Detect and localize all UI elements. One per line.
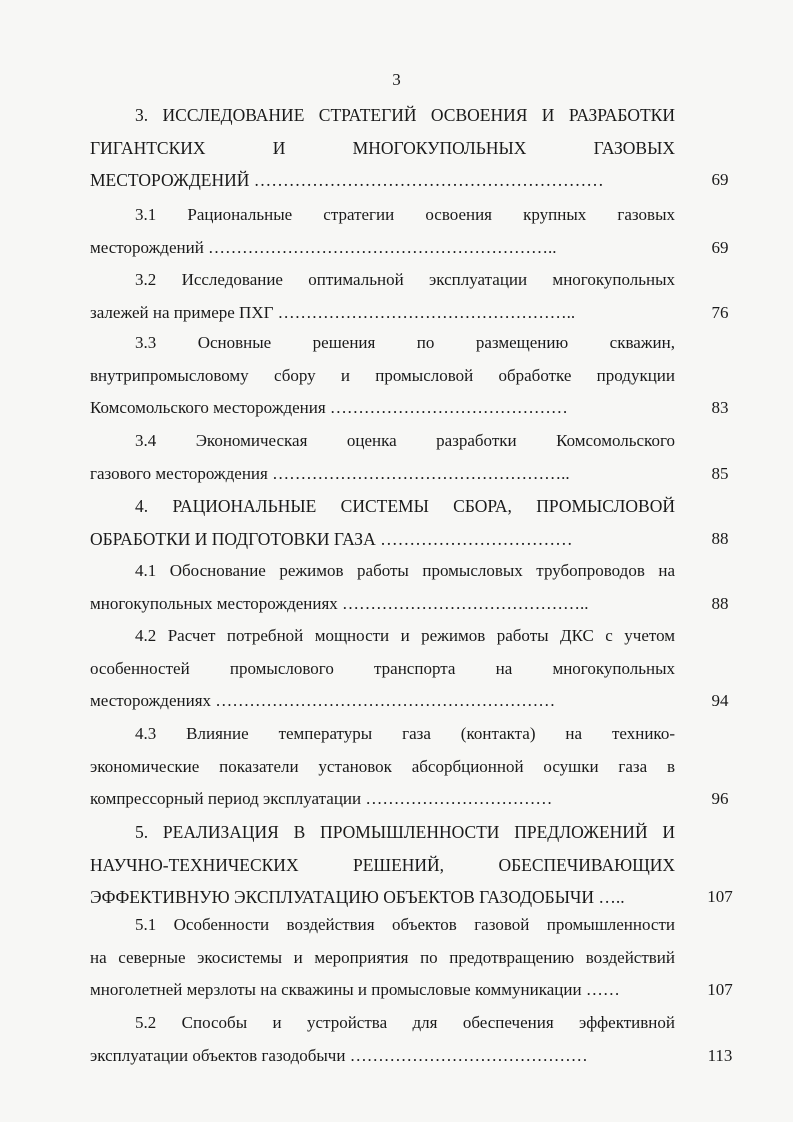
section-4-page-number: 88 xyxy=(711,528,729,548)
subsection-4-2-line: месторождениях …………………………………………………… xyxy=(90,691,556,710)
subsection-3-2-page-number: 76 xyxy=(711,302,729,322)
subsection-3-3-line: внутрипромысловому сбору и промысловой обработке продукции xyxy=(90,365,675,385)
subsection-3-1-line: месторождений …………………………………………………….. xyxy=(90,237,557,257)
subsection-3-2-line: 3.2 Исследование оптимальной эксплуатации многокупольных xyxy=(135,270,675,289)
section-3-line: МЕСТОРОЖДЕНИЙ …………………………………………………… xyxy=(90,170,604,190)
subsection-3-3-line: Комсомольского месторождения …………………………………… xyxy=(90,398,568,417)
section-3-line: ГИГАНТСКИХ И МНОГОКУПОЛЬНЫХ ГАЗОВЫХ xyxy=(90,137,675,158)
subsection-3-1-line: 3.1 Рациональные стратегии освоения крупных газовых xyxy=(135,205,675,224)
subsection-3-4-page-number: 85 xyxy=(711,463,729,483)
subsection-4-1-page-number: 88 xyxy=(711,593,729,613)
subsection-5-2-line: 5.2 Способы и устройства для обеспечения эффективной xyxy=(135,1013,675,1032)
subsection-3-3-line: 3.3 Основные решения по размещению скважин, xyxy=(135,333,675,352)
subsection-5-2-line: эксплуатации объектов газодобычи …………………………………… xyxy=(90,1045,588,1065)
subsection-4-3-line: экономические показатели установок абсорбционной осушки газа в xyxy=(90,756,675,776)
section-3-line: 3. ИССЛЕДОВАНИЕ СТРАТЕГИЙ ОСВОЕНИЯ И РАЗРАБОТКИ xyxy=(135,105,675,125)
subsection-3-4-line: газового месторождения …………………………………………….. xyxy=(90,463,570,483)
subsection-3-2-line: залежей на примере ПХГ …………………………………………….. xyxy=(90,302,576,322)
section-5-page-number: 107 xyxy=(707,887,733,906)
subsection-4-2-line: 4.2 Расчет потребной мощности и режимов работы ДКС с учетом xyxy=(135,626,675,645)
subsection-5-1-line: многолетней мерзлоты на скважины и промысловые коммуникации …… xyxy=(90,980,620,999)
section-5-line: НАУЧНО-ТЕХНИЧЕСКИХ РЕШЕНИЙ, ОБЕСПЕЧИВАЮЩИХ xyxy=(90,854,675,875)
subsection-4-2-line: особенностей промыслового транспорта на многокупольных xyxy=(90,658,675,678)
subsection-4-1-line: многокупольных месторождениях …………………………………….. xyxy=(90,593,589,613)
subsection-4-1-line: 4.1 Обоснование режимов работы промысловых трубопроводов на xyxy=(135,561,675,580)
subsection-4-3-line: 4.3 Влияние температуры газа (контакта) на технико- xyxy=(135,724,675,743)
section-4-line: 4. РАЦИОНАЛЬНЫЕ СИСТЕМЫ СБОРА, ПРОМЫСЛОВОЙ xyxy=(135,496,675,516)
section-4-line: ОБРАБОТКИ И ПОДГОТОВКИ ГАЗА …………………………… xyxy=(90,528,573,549)
subsection-5-1-line: 5.1 Особенности воздействия объектов газовой промышленности xyxy=(135,915,675,934)
subsection-5-1-line: на северные экосистемы и мероприятия по предотвращению воздействий xyxy=(90,947,675,967)
subsection-4-2-page-number: 94 xyxy=(711,691,729,710)
section-5-line: 5. РЕАЛИЗАЦИЯ В ПРОМЫШЛЕННОСТИ ПРЕДЛОЖЕНИЙ И xyxy=(135,822,675,842)
subsection-4-3-line: компрессорный период эксплуатации …………………………… xyxy=(90,789,553,808)
subsection-5-2-page-number: 113 xyxy=(707,1045,733,1065)
section-5-line: ЭФФЕКТИВНУЮ ЭКСПЛУАТАЦИЮ ОБЪЕКТОВ ГАЗОДОБЫЧИ ….. xyxy=(90,887,625,907)
subsection-3-3-page-number: 83 xyxy=(711,398,729,417)
subsection-5-1-page-number: 107 xyxy=(707,980,733,999)
subsection-3-1-page-number: 69 xyxy=(711,237,729,257)
page-number: 3 xyxy=(392,70,401,89)
subsection-4-3-page-number: 96 xyxy=(711,789,729,808)
subsection-3-4-line: 3.4 Экономическая оценка разработки Комсомольского xyxy=(135,431,675,450)
section-3-page-number: 69 xyxy=(711,170,729,189)
